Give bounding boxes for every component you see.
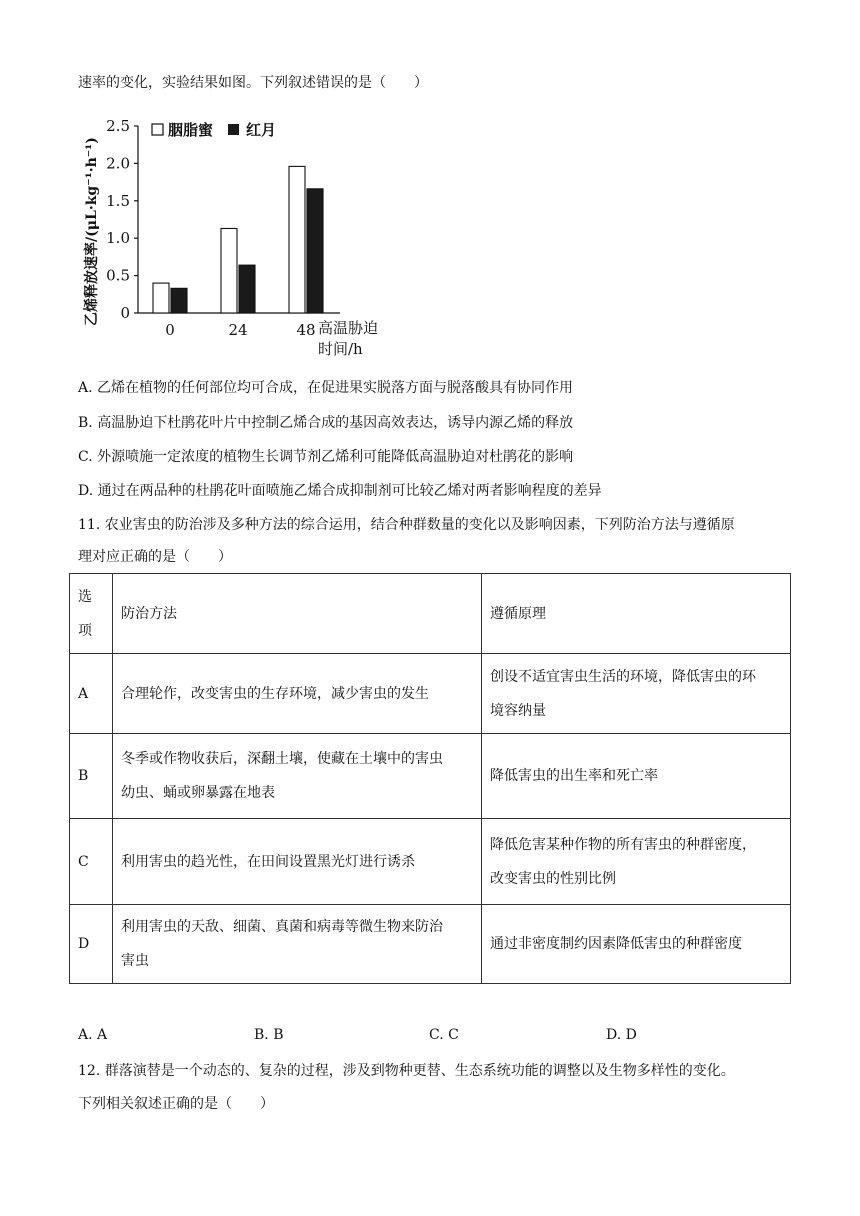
row-principle	[482, 654, 791, 734]
q10-option-b: B. 高温胁迫下杜鹃花叶片中控制乙烯合成的基因高效表达，诱导内源乙烯的释放	[78, 415, 574, 431]
legend-label-series-2: 红月	[246, 121, 277, 139]
q10-option-a: A. 乙烯在植物的任何部位均可合成，在促进果实脱落方面与脱落酸具有协同作用	[78, 380, 574, 396]
q11-option-b: B. B	[254, 1027, 284, 1043]
row-method	[113, 819, 482, 905]
x-ticks	[165, 321, 315, 339]
row-method-line1: 冬季或作物收获后，深翻土壤，使藏在土壤中的害虫	[121, 751, 443, 767]
x-tick-label: 24	[228, 321, 248, 339]
q10-option-c: C. 外源喷施一定浓度的植物生长调节剂乙烯利可能降低高温胁迫对杜鹃花的影响	[78, 449, 574, 465]
row-method	[113, 734, 482, 819]
y-tick-label: 0.5	[106, 266, 130, 285]
bar-series-2-24	[239, 265, 255, 313]
q10-option-d: D. 通过在两品种的杜鹃花叶面喷施乙烯合成抑制剂可比较乙烯对两者影响程度的差异	[78, 483, 602, 499]
y-tick-label: 0	[120, 304, 130, 322]
q11-option-a: A. A	[78, 1027, 108, 1043]
legend-label-series-1: 胭脂蜜	[168, 121, 214, 139]
y-tick-label: 2.0	[106, 154, 130, 173]
row-method-line2: 幼虫、蛹或卵暴露在地表	[121, 785, 275, 801]
row-principle-line1: 降低害虫的出生率和死亡率	[490, 768, 658, 784]
q12-stem-line1: 12. 群落演替是一个动态的、复杂的过程，涉及到物种更替、生态系统功能的调整以及生物多样性的变化。	[78, 1063, 735, 1079]
x-axis-label-line1: 高温胁迫	[318, 319, 379, 337]
header-option-line2: 项	[78, 622, 92, 639]
x-tick-label: 48	[296, 321, 316, 339]
row-option: C	[70, 819, 113, 905]
q11-option-d: D. D	[606, 1027, 637, 1043]
row-principle-line2: 境容纳量	[490, 702, 546, 719]
row-option: A	[70, 654, 113, 734]
row-principle-line1: 创设不适宜害虫生活的环境，降低害虫的环	[490, 668, 756, 685]
q12-stem-line2: 下列相关叙述正确的是（ ）	[78, 1096, 274, 1112]
bar-series-2-48	[307, 189, 323, 313]
y-ticks	[106, 117, 138, 322]
y-tick-label: 1.5	[106, 191, 130, 210]
legend-swatch-series-1	[152, 124, 163, 135]
row-method-line2: 害虫	[121, 953, 149, 969]
header-option-line1: 选	[78, 588, 92, 605]
row-option: D	[70, 905, 113, 984]
intro-text: 速率的变化，实验结果如图。下列叙述错误的是（ ）	[78, 75, 428, 91]
header-option-cell	[70, 574, 113, 654]
row-principle-line1: 降低危害某种作物的所有害虫的种群密度，	[490, 836, 756, 853]
row-principle-line2: 改变害虫的性别比例	[490, 870, 616, 887]
bar-series-1-0	[153, 283, 169, 313]
x-axis-label-line2: 时间/h	[318, 340, 363, 358]
table-row	[70, 654, 791, 734]
q11-table	[69, 573, 791, 984]
table-header-row	[70, 574, 791, 654]
x-tick-label: 0	[165, 321, 175, 339]
row-option: B	[70, 734, 113, 819]
legend-swatch-series-2	[228, 124, 239, 135]
row-method	[113, 905, 482, 984]
table-row	[70, 734, 791, 819]
q11-stem-line1: 11. 农业害虫的防治涉及多种方法的综合运用，结合种群数量的变化以及影响因素，下列防治方法与遵循原	[78, 517, 735, 533]
row-method-line1: 利用害虫的天敌、细菌、真菌和病毒等微生物来防治	[121, 919, 443, 935]
bar-series-1-24	[221, 228, 237, 313]
header-method-cell: 防治方法	[113, 574, 482, 654]
bar-series-2-0	[171, 288, 187, 313]
bar-series-1-48	[289, 166, 305, 313]
table-row	[70, 819, 791, 905]
row-principle-line1: 通过非密度制约因素降低害虫的种群密度	[490, 936, 742, 952]
row-principle	[482, 734, 791, 819]
chart-legend	[152, 121, 276, 139]
y-tick-label: 1.0	[106, 229, 130, 248]
y-tick-label: 2.5	[106, 117, 130, 135]
header-principle-cell: 遵循原理	[482, 574, 791, 654]
ethylene-bar-chart	[78, 108, 408, 363]
row-method	[113, 654, 482, 734]
row-method-line1: 合理轮作，改变害虫的生存环境，减少害虫的发生	[121, 685, 429, 702]
y-axis-label: 乙烯释放速率/(μL·kg⁻¹·h⁻¹)	[84, 137, 100, 326]
chart-bars	[153, 166, 323, 313]
table-row	[70, 905, 791, 984]
row-method-line1: 利用害虫的趋光性，在田间设置黑光灯进行诱杀	[121, 853, 415, 870]
row-principle	[482, 819, 791, 905]
row-principle	[482, 905, 791, 984]
q11-option-c: C. C	[429, 1027, 459, 1043]
q11-stem-line2: 理对应正确的是（ ）	[78, 549, 232, 565]
